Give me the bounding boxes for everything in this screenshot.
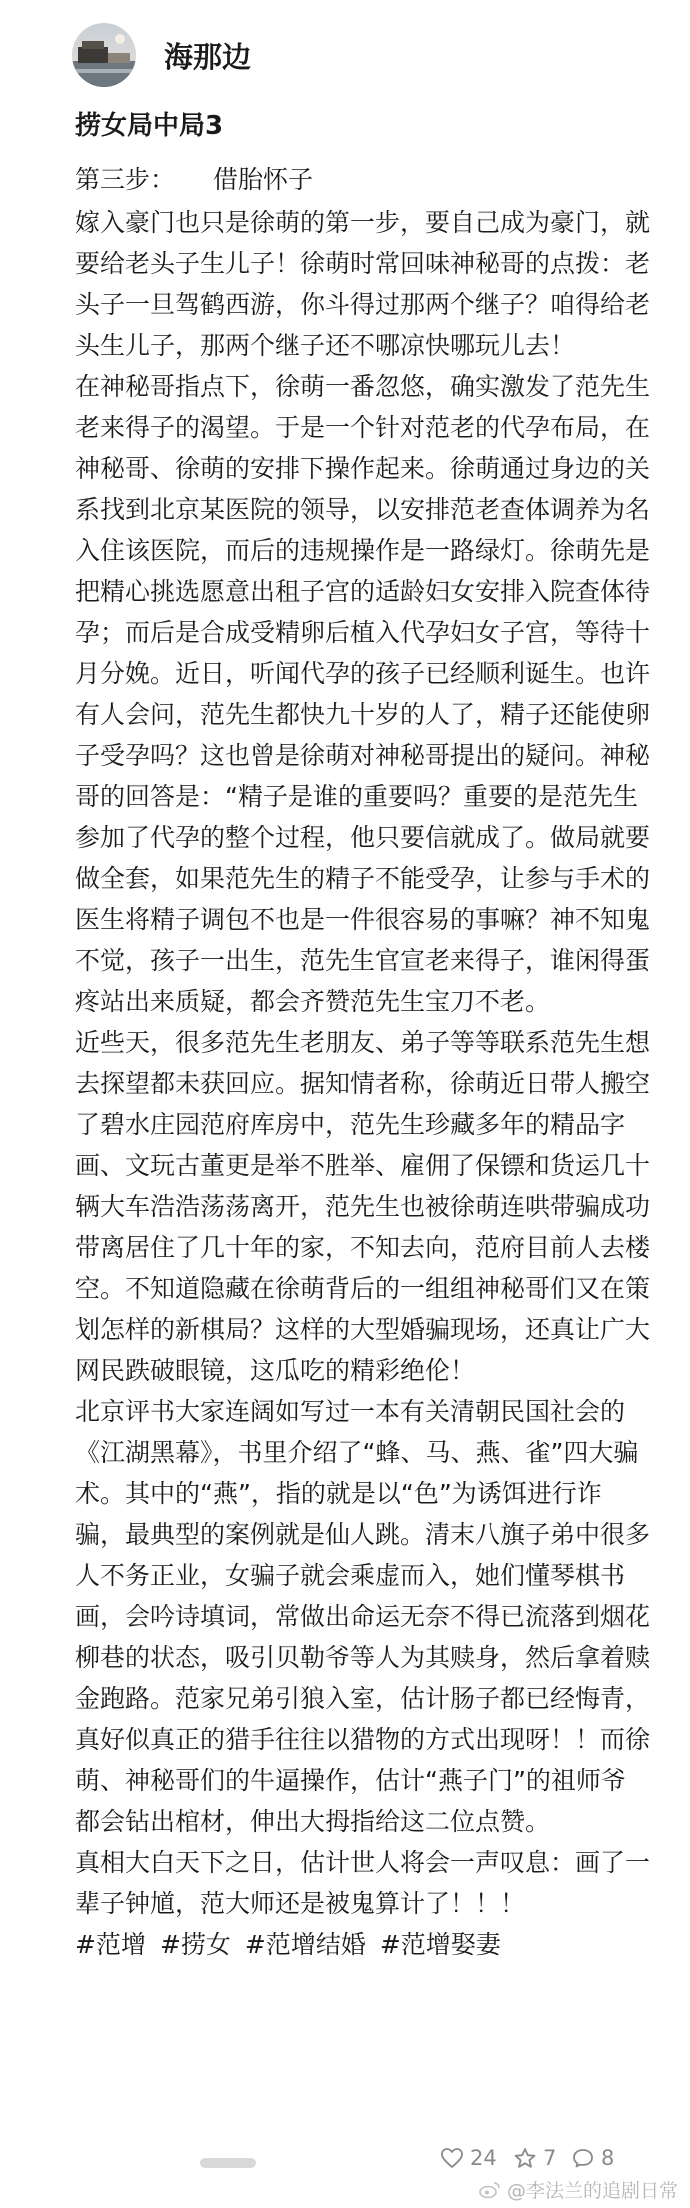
paragraph-4: 北京评书大家连阔如写过一本有关清朝民国社会的《江湖黑幕》，书里介绍了“蜂、马、燕、雀”四大骗术。其中的“燕”，指的就是以“色”为诱饵进行诈骗，最典型的案例就是仙人跳。清末八旗子弟中很多人不务正业，女骗子就会乘虚而入，她们懂琴棋书画，会吟诗填词，常做出命运无奈不得已流落到烟花柳巷的状态，吸引贝勒爷等人为其赎身，然后拿着赎金跑路。范家兄弟引狼入室，估计肠子都已经悔青，真好似真正的猎手往往以猎物的方式出现呀！！而徐萌、神秘哥们的牛逼操作，估计“燕子门”的祖师爷都会钻出棺材，伸出大拇指给这二位点赞。: [75, 1397, 651, 1836]
like-count: 24: [470, 2146, 497, 2170]
hashtag-list: [75, 1924, 650, 1965]
post-title: 捞女局中局3: [75, 111, 224, 141]
comment-button[interactable]: [571, 2146, 614, 2170]
paragraph-1: 嫁入豪门也只是徐萌的第一步，要自己成为豪门，就要给老头子生儿子！徐萌时常回味神秘哥的点拨：老头子一旦驾鹤西游，你斗得过那两个继子？咱得给老头生儿子，那两个继子还不哪凉快哪玩儿去！: [75, 208, 651, 360]
post-body: [75, 158, 650, 1965]
heart-icon: [440, 2147, 464, 2169]
repost-count: 7: [543, 2146, 557, 2170]
comment-icon: [571, 2147, 595, 2169]
hashtag[interactable]: #范增娶妻: [379, 1930, 501, 1959]
step-heading: [75, 158, 650, 202]
step-title: 借胎怀子: [213, 165, 314, 194]
avatar[interactable]: [72, 23, 136, 87]
hashtag[interactable]: #范增结婚: [244, 1930, 366, 1959]
star-icon: [513, 2147, 537, 2170]
hashtag[interactable]: #范增: [75, 1930, 146, 1959]
author-name[interactable]: 海那边: [164, 39, 252, 74]
blurred-link: [200, 2158, 256, 2168]
paragraph-5: 真相大白天下之日，估计世人将会一声叹息：画了一辈子钟馗，范大师还是被鬼算计了！！！: [75, 1848, 651, 1918]
repost-button[interactable]: [513, 2146, 556, 2170]
hashtag[interactable]: #捞女: [159, 1930, 231, 1959]
post-header: [72, 20, 251, 90]
step-label: 第三步：: [75, 165, 176, 194]
like-button[interactable]: [440, 2146, 497, 2170]
watermark-text: @李法兰的追剧日常: [506, 2180, 678, 2202]
watermark: [479, 2176, 678, 2203]
comment-count: 8: [601, 2146, 615, 2170]
weibo-logo-icon: [479, 2181, 501, 2199]
avatar-photo-icon: [72, 23, 136, 87]
paragraph-2: 在神秘哥指点下，徐萌一番忽悠，确实激发了范先生老来得子的渴望。于是一个针对范老的代孕布局，在神秘哥、徐萌的安排下操作起来。徐萌通过身边的关系找到北京某医院的领导，以安排范老查体调养为名入住该医院，而后的违规操作是一路绿灯。徐萌先是把精心挑选愿意出租子宫的适龄妇女安排入院查体待孕；而后是合成受精卵后植入代孕妇女子宫，等待十月分娩。近日，听闻代孕的孩子已经顺利诞生。也许有人会问，范先生都快九十岁的人了，精子还能使卵子受孕吗？这也曾是徐萌对神秘哥提出的疑问。神秘哥的回答是：“精子是谁的重要吗？重要的是范先生参加了代孕的整个过程，他只要信就成了。做局就要做全套，如果范先生的精子不能受孕，让参与手术的医生将精子调包不也是一件很容易的事嘛？神不知鬼不觉，孩子一出生，范先生官宣老来得子，谁闲得蛋疼站出来质疑，都会齐赞范先生宝刀不老。: [75, 372, 651, 1016]
paragraph-3: 近些天，很多范先生老朋友、弟子等等联系范先生想去探望都未获回应。据知情者称，徐萌近日带人搬空了碧水庄园范府库房中，范先生珍藏多年的精品字画、文玩古董更是举不胜举、雇佣了保镖和货运几十辆大车浩浩荡荡离开，范先生也被徐萌连哄带骗成功带离居住了几十年的家，不知去向，范府目前人去楼空。不知道隐藏在徐萌背后的一组组神秘哥们又在策划怎样的新棋局？这样的大型婚骗现场，还真让广大网民跌破眼镜，这瓜吃的精彩绝伦！: [75, 1028, 651, 1385]
